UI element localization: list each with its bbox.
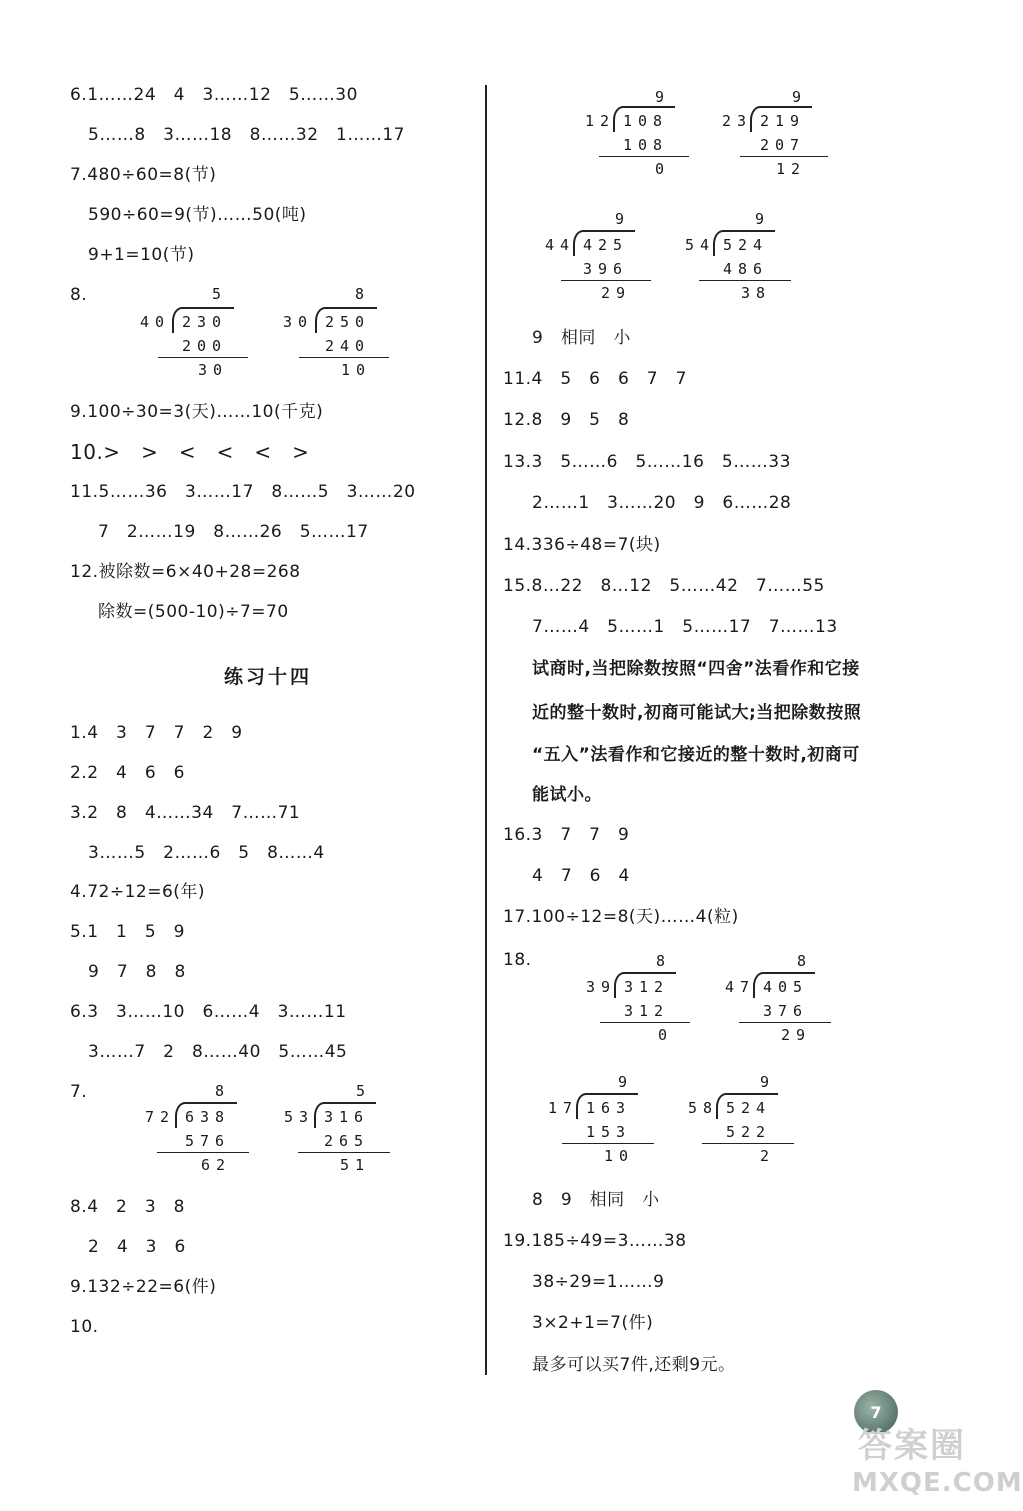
page-number-badge: 7 (854, 1390, 898, 1434)
answer-18-text: 8 9 相同 小 (532, 1190, 660, 1210)
remainder: 0 (658, 1026, 674, 1044)
product: 108 (623, 136, 669, 154)
answer-11: 11.4 5 6 6 7 7 (503, 369, 687, 389)
divisor: 12 (585, 112, 616, 130)
dividend: 163 (586, 1099, 632, 1117)
answer-9: 9.100÷30=3(天)……10(千克) (70, 402, 324, 422)
answer-r9-text: 9 相同 小 (532, 328, 631, 348)
watermark-logo: 答案圈 (858, 1426, 966, 1466)
section-heading: 练习十四 (224, 666, 313, 688)
long-division-7b (284, 1082, 524, 1192)
dividend: 425 (583, 236, 629, 254)
answer-19b: 38÷29=1……9 (532, 1272, 665, 1292)
exercise-8b: 2 4 3 6 (88, 1237, 186, 1257)
long-division-18d (688, 1073, 928, 1183)
answer-15a: 15.8…22 8…12 5……42 7……55 (503, 576, 825, 596)
product: 265 (324, 1132, 370, 1150)
long-division-r4 (685, 210, 925, 320)
answer-6a: 6.1……24 4 3……12 5……30 (70, 85, 358, 105)
long-division-18b (725, 952, 965, 1062)
quotient: 5 (212, 285, 228, 303)
answer-17: 17.100÷12=8(天)……4(粒) (503, 907, 739, 927)
answer-15-explain-1: 试商时,当把除数按照“四舍”法看作和它接 (532, 659, 860, 679)
answer-12a: 12.被除数=6×40+28=268 (70, 562, 301, 582)
divisor: 53 (284, 1108, 315, 1126)
dividend: 230 (182, 313, 228, 331)
product: 396 (583, 260, 629, 278)
exercise-5b: 9 7 8 8 (88, 962, 186, 982)
remainder: 29 (781, 1026, 812, 1044)
product: 153 (586, 1123, 632, 1141)
answer-19c: 3×2+1=7(件) (532, 1313, 654, 1333)
remainder: 30 (198, 361, 229, 379)
exercise-7-label: 7. (70, 1082, 88, 1102)
product: 207 (760, 136, 806, 154)
watermark-url: MXQE.COM (852, 1468, 1023, 1498)
dividend: 638 (185, 1108, 231, 1126)
quotient: 8 (215, 1082, 231, 1100)
column-divider (485, 85, 487, 1375)
divisor: 17 (548, 1099, 579, 1117)
product: 200 (182, 337, 228, 355)
long-division-8b (283, 285, 523, 395)
remainder: 10 (341, 361, 372, 379)
divisor: 30 (283, 313, 314, 331)
quotient: 9 (760, 1073, 776, 1091)
remainder: 10 (604, 1147, 635, 1165)
quotient: 9 (792, 88, 808, 106)
remainder: 12 (776, 160, 807, 178)
quotient: 9 (755, 210, 771, 228)
answer-15b: 7……4 5……1 5……17 7……13 (532, 617, 838, 637)
remainder: 29 (601, 284, 632, 302)
dividend: 108 (623, 112, 669, 130)
divisor: 44 (545, 236, 576, 254)
remainder: 62 (201, 1156, 232, 1174)
dividend: 250 (325, 313, 371, 331)
remainder: 2 (760, 1147, 776, 1165)
answer-16a: 16.3 7 7 9 (503, 825, 630, 845)
answer-13a: 13.3 5……6 5……16 5……33 (503, 452, 791, 472)
exercise-9: 9.132÷22=6(件) (70, 1277, 217, 1297)
exercise-3b: 3……5 2……6 5 8……4 (88, 843, 325, 863)
dividend: 524 (726, 1099, 772, 1117)
remainder: 51 (340, 1156, 371, 1174)
answer-12: 12.8 9 5 8 (503, 410, 630, 430)
answer-16b: 4 7 6 4 (532, 866, 630, 886)
product: 486 (723, 260, 769, 278)
product: 376 (763, 1002, 809, 1020)
answer-11a: 11.5……36 3……17 8……5 3……20 (70, 482, 416, 502)
remainder: 38 (741, 284, 772, 302)
answer-8-label: 8. (70, 285, 88, 305)
exercise-8a: 8.4 2 3 8 (70, 1197, 185, 1217)
divisor: 23 (722, 112, 753, 130)
divisor: 39 (586, 978, 617, 996)
quotient: 5 (356, 1082, 372, 1100)
answer-7b: 590÷60=9(节)……50(吨) (88, 205, 307, 225)
answer-11b: 7 2……19 8……26 5……17 (98, 522, 369, 542)
exercise-3a: 3.2 8 4……34 7……71 (70, 803, 301, 823)
dividend: 219 (760, 112, 806, 130)
exercise-6a: 6.3 3……10 6……4 3……11 (70, 1002, 347, 1022)
answer-14: 14.336÷48=7(块) (503, 535, 661, 555)
answer-19d: 最多可以买7件,还剩9元。 (532, 1355, 736, 1375)
remainder: 0 (655, 160, 671, 178)
product: 312 (624, 1002, 670, 1020)
quotient: 9 (618, 1073, 634, 1091)
answer-15-explain-2: 近的整十数时,初商可能试大;当把除数按照 (532, 703, 862, 723)
dividend: 524 (723, 236, 769, 254)
answer-15-explain-3: “五入”法看作和它接近的整十数时,初商可 (532, 745, 860, 765)
exercise-5a: 5.1 1 5 9 (70, 922, 185, 942)
quotient: 9 (655, 88, 671, 106)
long-division-r2 (722, 88, 962, 198)
divisor: 40 (140, 313, 171, 331)
exercise-4: 4.72÷12=6(年) (70, 882, 206, 902)
answer-15-explain-4: 能试小。 (532, 785, 602, 805)
quotient: 8 (355, 285, 371, 303)
answer-7c: 9+1=10(节) (88, 245, 195, 265)
answer-7a: 7.480÷60=8(节) (70, 165, 217, 185)
quotient: 8 (656, 952, 672, 970)
divisor: 72 (145, 1108, 176, 1126)
answer-6b: 5……8 3……18 8……32 1……17 (88, 125, 405, 145)
exercise-1: 1.4 3 7 7 2 9 (70, 723, 243, 743)
answer-19a: 19.185÷49=3……38 (503, 1231, 687, 1251)
quotient: 9 (615, 210, 631, 228)
answer-10: 10.> > < < < > (70, 440, 310, 464)
divisor: 54 (685, 236, 716, 254)
divisor: 58 (688, 1099, 719, 1117)
exercise-6b: 3……7 2 8……40 5……45 (88, 1042, 348, 1062)
product: 240 (325, 337, 371, 355)
exercise-2: 2.2 4 6 6 (70, 763, 185, 783)
product: 522 (726, 1123, 772, 1141)
exercise-10-label: 10. (70, 1317, 99, 1337)
product: 576 (185, 1132, 231, 1150)
answer-13b: 2……1 3……20 9 6……28 (532, 493, 792, 513)
quotient: 8 (797, 952, 813, 970)
answer-18-label: 18. (503, 950, 532, 970)
answer-12b: 除数=(500-10)÷7=70 (98, 602, 289, 622)
dividend: 405 (763, 978, 809, 996)
divisor: 47 (725, 978, 756, 996)
dividend: 316 (324, 1108, 370, 1126)
dividend: 312 (624, 978, 670, 996)
